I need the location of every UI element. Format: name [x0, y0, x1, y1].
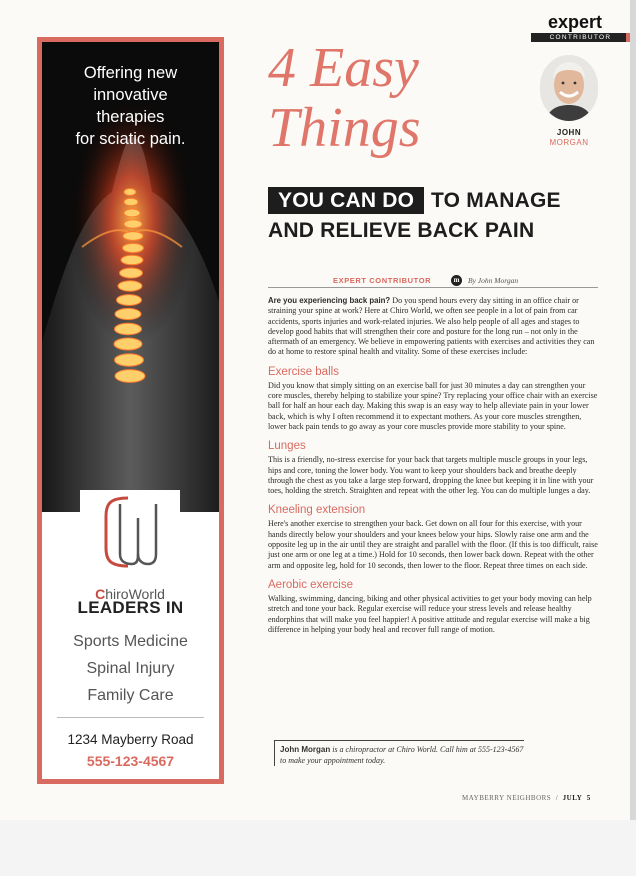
author-bio [274, 740, 524, 766]
scan-margin [0, 820, 636, 876]
section-title: Exercise balls [268, 365, 339, 378]
headshot-photo [540, 55, 598, 121]
author-last-name: MORGAN [549, 138, 589, 147]
footer-separator: / [555, 794, 559, 802]
service-item: Sports Medicine [73, 633, 188, 650]
bio-text: is a chiropractor at Chiro World. Call him at 555-123-4567 to make your appointment today. [280, 745, 524, 765]
page-footer [462, 794, 591, 802]
ad-headline-line: therapies [96, 108, 165, 126]
subtitle-highlight: YOU CAN DO [268, 187, 424, 214]
expert-label: expert [548, 12, 603, 32]
section-title: Lunges [268, 440, 306, 453]
services-list [42, 628, 219, 709]
cw-logo-mark [98, 494, 162, 570]
article-title-line1: 4 Easy [268, 37, 419, 99]
service-item: Spinal Injury [86, 660, 175, 677]
section-title: Kneeling extension [268, 504, 366, 517]
contributor-bar-accent [626, 33, 630, 42]
author-first-name: JOHN [556, 128, 582, 137]
intro-paragraph [268, 296, 600, 358]
byline-badge-icon: m [451, 275, 462, 286]
ad-headline-line: for sciatic pain. [75, 130, 186, 148]
byline-rule [268, 287, 598, 288]
bio-name: John Morgan [280, 745, 331, 754]
chiroworld-logo [80, 490, 180, 615]
leaders-title: LEADERS IN [77, 598, 184, 617]
ad-headline [42, 62, 219, 150]
article-title-line2: Things [268, 97, 421, 159]
section-text: This is a friendly, no-stress exercise for your back that targets multiple muscle groups in your legs, hips and core, toning the lower body. You want to keep your shoulders back and breathe deeply through the chest as you take a large step forward, dropping the knee but keeping it in line with your toes, holding the stretch. Straighten and repeat with the other leg. You can do multiple lunges a day. [268, 455, 594, 496]
spine-illustration [42, 42, 219, 512]
contributor-bar-text: CONTRIBUTOR [549, 34, 612, 41]
logo-wordmark-rest: hiroWorld [105, 586, 165, 602]
ad-divider [57, 717, 204, 718]
chiroworld-ad [37, 37, 224, 784]
section-text: Walking, swimming, dancing, biking and other physical activities to get your body moving can help stretch and tone your back. Regular exercise will reduce your stress levels and release healthy endorphins that will make you feel happier! A positive attitude and regular exercise will make a big difference in helping your body heal and recover full range of motion. [268, 593, 592, 634]
intro-lead: Are you experiencing back pain? [268, 296, 391, 305]
footer-page-number: 5 [586, 794, 591, 802]
logo-wordmark-initial: C [95, 586, 106, 602]
byline-label: EXPERT CONTRIBUTOR [333, 276, 432, 285]
byline-name: By John Morgan [468, 276, 519, 285]
ad-headline-line: innovative [93, 86, 168, 104]
service-item: Family Care [87, 687, 174, 704]
ad-phone: 555-123-4567 [86, 753, 175, 769]
section-text: Here's another exercise to strengthen your back. Get down on all four for this exercise, with your hands directly below your shoulders and your knees below your hips. Slowly raise one arm and the opposite leg up in the air until they are straight and parallel with the floor. (If this is too difficult, raise just one arm or one leg at a time.) Hold for 10 seconds, then lower back down. Repeat with the other arm and opposite leg, hold for 10 seconds, then lower to the floor. Repeat three times on each side. [268, 519, 598, 570]
subtitle-line2: AND RELIEVE BACK PAIN [268, 219, 535, 242]
section-title: Aerobic exercise [268, 578, 354, 591]
article-body [268, 296, 600, 635]
footer-month: JULY [562, 794, 583, 802]
ad-address: 1234 Mayberry Road [67, 732, 194, 747]
contributor-bar [531, 33, 630, 42]
subtitle-rest: TO MANAGE [431, 189, 561, 212]
ad-headline-line: Offering new [83, 64, 178, 82]
footer-publication: MAYBERRY NEIGHBORS [462, 794, 552, 802]
intro-text: Do you spend hours every day sitting in an office chair or straining your spine at work? Here at Chiro World, we often see people in a lot of pain from car accidents, sports injuries and work-related injuries. We also help people of all ages and stages to develop good habits that will strengthen their core and posture for the long run – not only in the aftermath of an emergency. We believe in empowering patients with exercises and activities they can do at home to restore spinal health and vitality. Some of these exercises include: [268, 296, 595, 357]
section-text: Did you know that simply sitting on an exercise ball for just 30 minutes a day can strengthen your core muscles, thereby helping to stabilize your spine? Try replacing your office chair with an exercise ball for half an hour each day. Making this swap is an easy way to help alleviate pain in your lower back, which is why I often recommend it to expectant mothers. As your core muscles strengthen, lower back pain tends to go away as your core muscles provide more stability to your spine. [268, 380, 598, 431]
author-headshot [540, 55, 598, 121]
